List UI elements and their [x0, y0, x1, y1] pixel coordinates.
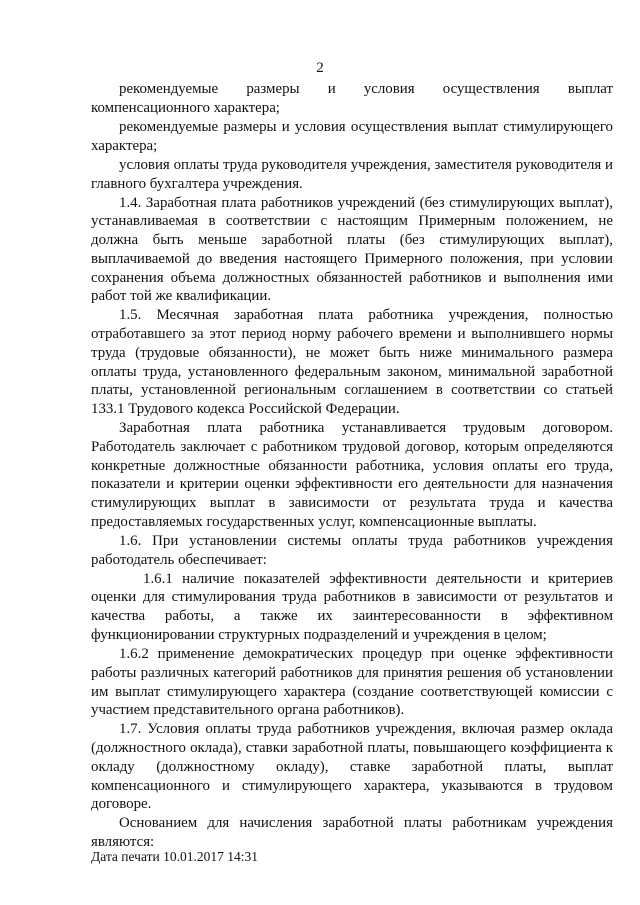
paragraph-1-4: 1.4. Заработная плата работников учреждений (без стимулирующих выплат), устанавливаемая в соответствии с настоящим Примерным положением, не должна быть меньше заработной платы (без стимулирующих выплат), выплачиваемой до введения настоящего Примерного положения, при условии сохранения объема должностных обязанностей работников и выполнения ими работ той же квалификации. [91, 194, 613, 305]
paragraph-employment-contract: Заработная плата работника устанавливается трудовым договором. Работодатель заключает с работником трудовой договор, которым определяются конкретные должностные обязанности работника, условия оплаты его труда, показатели и критерии оценки эффективности его деятельности для назначения стимулирующих выплат в зависимости от результата труда и качества предоставляемых государственных услуг, компенсационные выплаты. [91, 420, 613, 530]
paragraph-basis: Основанием для начисления заработной платы работникам учреждения являются: [91, 815, 613, 851]
paragraph-1-6-2: 1.6.2 применение демократических процедур при оценке эффективности работы различных категорий работников для принятия решения об установлении им выплат стимулирующего характера (создание соответствующей комиссии с участием представительного органа работников). [91, 646, 613, 719]
paragraph-1-6: 1.6. При установлении системы оплаты труда работников учреждения работодатель обеспечивает: [91, 532, 613, 568]
paragraph-1-6-1: 1.6.1 наличие показателей эффективности деятельности и критериев оценки для стимулирования труда работников в зависимости от результатов и качества работы, а также их заинтересованности в эффективном функционировании структурных подразделений и учреждения в целом; [91, 570, 613, 643]
paragraph-1-5: 1.5. Месячная заработная плата работника учреждения, полностью отработавшего за этот период норму рабочего времени и выполнившего нормы труда (трудовые обязанности), не может быть ниже минимального размера оплаты труда, установленного федеральным законом, минимальной заработной платы, установленной региональным соглашением в соответствии со статьей 133.1 Трудового кодекса Российской Федерации. [91, 307, 613, 417]
paragraph-incentive-payments: рекомендуемые размеры и условия осуществления выплат стимулирующего характера; [91, 118, 613, 154]
paragraph-compensation-payments: рекомендуемые размеры и условия осуществления выплат компенсационного характера; [91, 81, 613, 116]
paragraph-management-pay: условия оплаты труда руководителя учреждения, заместителя руководителя и главного бухгалтера учреждения. [91, 156, 613, 192]
page-number: 2 [316, 60, 324, 76]
print-date-footer: Дата печати 10.01.2017 14:31 [91, 849, 258, 864]
paragraph-1-7: 1.7. Условия оплаты труда работников учреждения, включая размер оклада (должностного оклада), ставки заработной платы, повышающего коэффициента к окладу (должностному окладу), ставке заработной платы, выплат компенсационного и стимулирующего характера, указываются в трудовом договоре. [91, 721, 613, 813]
document-body [91, 80, 613, 852]
